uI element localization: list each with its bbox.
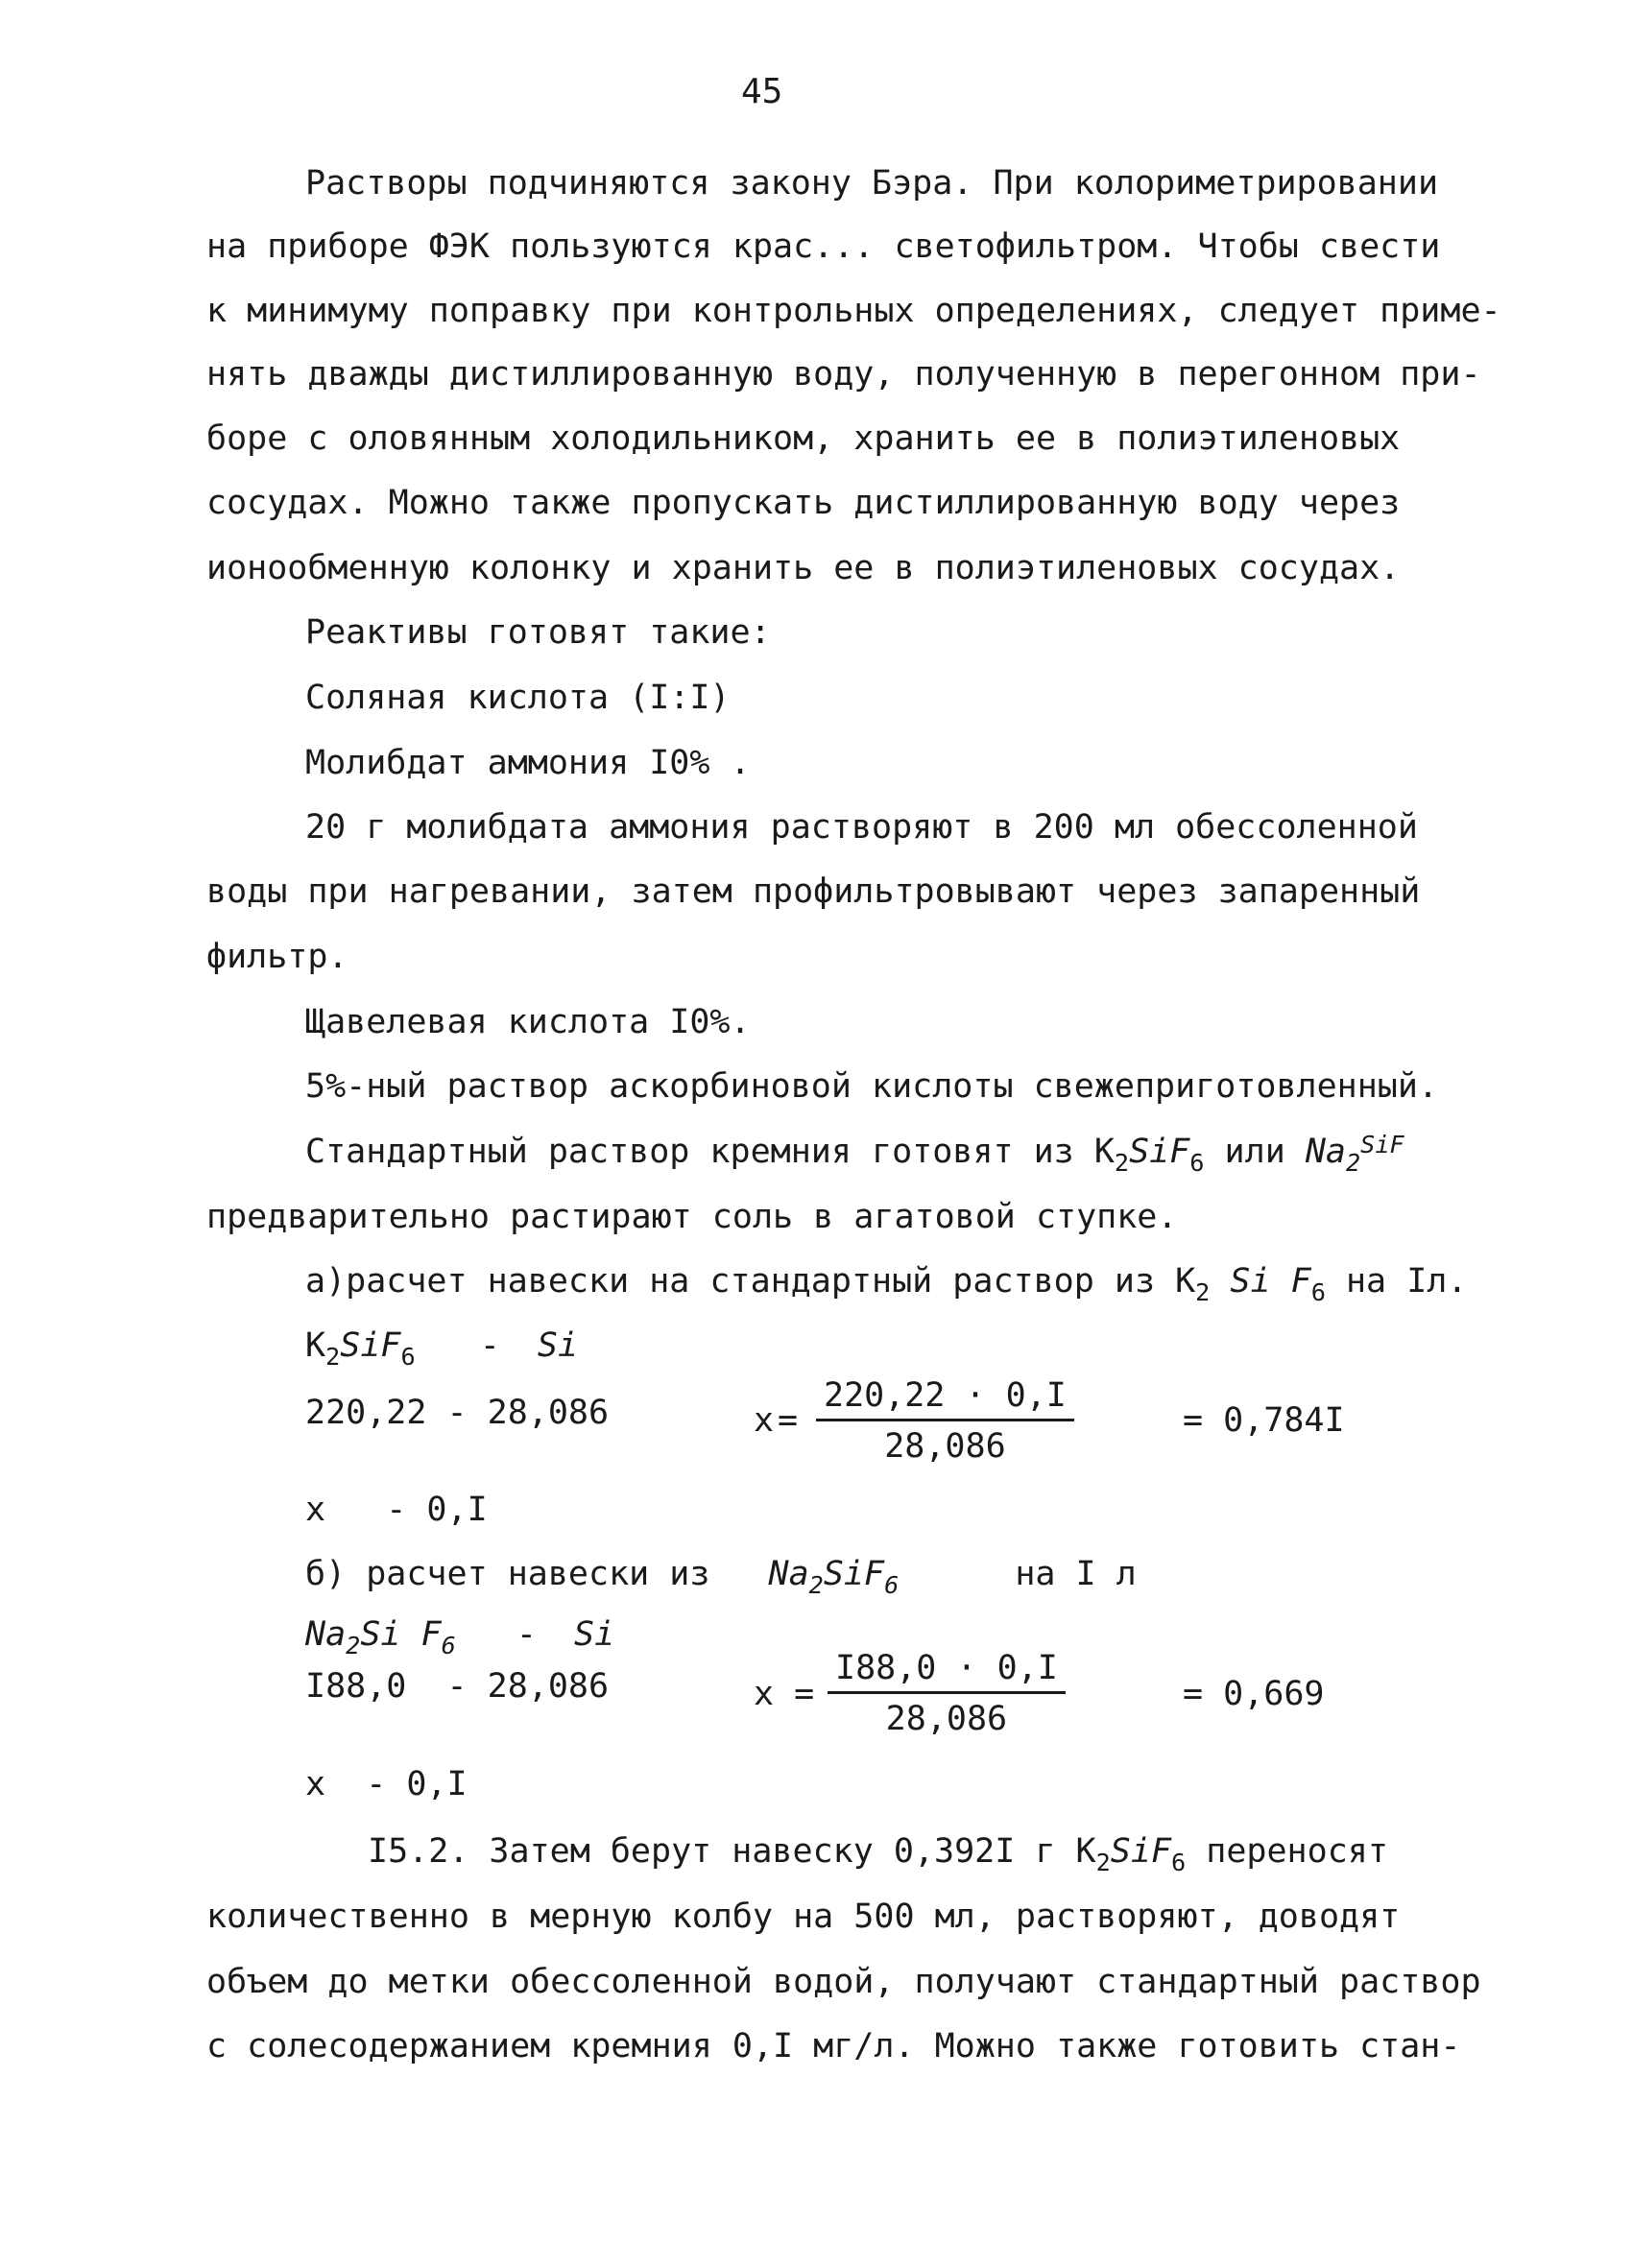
calc-a-text: а)расчет навески на стандартный раствор из [305,1262,1156,1301]
std-line-2: предварительно растирают соль в агатовой ступке. [206,1198,1178,1236]
calc-b-result: = 0,669 [1183,1675,1325,1713]
calc-b-na2sif6: $Na_2Si$ $F_6$ [305,1615,456,1659]
calc-b-formula: $Na_2SiF_6$ [768,1555,900,1599]
reagent-hcl: Соляная кислота (I:I) [305,679,731,717]
calc-b-numbers: I88,0 - 28,086 [305,1667,610,1706]
para3-tail: переносят [1206,1832,1388,1871]
para1-line-7: ионообменную колонку и хранить ее в полиэтиленовых сосудах. [206,549,1401,587]
calc-a-result: = 0,784I [1183,1401,1345,1440]
para3-formula: $K_2SiF_6$ [1075,1832,1187,1876]
calc-a-x-line: x - 0,I [305,1491,488,1529]
para3-line-2: количественно в мерную колбу на 500 мл, растворяют, доводят [206,1898,1401,1936]
calc-b-x-line: x - 0,I [305,1765,468,1803]
std-line-1-or: или [1224,1133,1285,1171]
calc-a-heading [305,1262,1468,1306]
formula-k2sif6: $K_2SiF_6$ [1093,1133,1205,1177]
calc-a-numbers: 220,22 - 28,086 [305,1394,610,1432]
calc-a-x: x [754,1401,775,1440]
para1-line-5: боре с оловянным холодильником, хранить ее в полиэтиленовых [206,419,1401,458]
para2-line-2: воды при нагревании, затем профильтровывают через запаренный [206,872,1421,911]
reagent-molybdate: Молибдат аммония I0% . [305,744,751,782]
para3-line-3: объем до метки обессоленной водой, получают стандартный раствор [206,1963,1481,2001]
para3-line-4: с солесодержанием кремния 0,I мг/л. Можно также готовить стан- [206,2027,1461,2065]
calc-a-ratio-header: $K_2SiF_6$ - Si [305,1326,579,1371]
para1-line-4: нять дважды дистиллированную воду, полученную в перегонном при- [206,355,1481,394]
para2-line-1: 20 г молибдата аммония растворяют в 200 мл обессоленной [305,808,1418,847]
calc-a-equals: = [778,1401,799,1440]
para3-line-1 [368,1832,1388,1876]
para1-line-3: к минимуму поправку при контрольных определениях, следует приме- [206,292,1501,330]
calc-a-tail: на Iл. [1345,1262,1468,1301]
calc-b-text: б) расчет навески из [305,1555,710,1593]
calc-a-fraction-numerator: 220,22 · 0,I [816,1376,1074,1421]
calc-b-fraction-denominator: 28,086 [885,1700,1008,1738]
para3-start: I5.2. Затем берут навеску 0,392I г [368,1832,1056,1871]
reagents-intro: Реактивы готовят такие: [305,613,771,652]
para1-line-6: сосудах. Можно также пропускать дистиллированную воду через [206,484,1401,522]
reagent-ascorbic: 5%-ный раствор аскорбиновой кислоты свежеприготовленный. [305,1067,1439,1106]
reagent-oxalic: Щавелевая кислота I0%. [305,1003,751,1041]
calc-a-fraction [816,1376,1074,1466]
para2-line-3: фильтр. [206,938,348,976]
page-number: 45 [741,72,783,111]
calc-a-k2sif6: $K_2SiF_6$ [305,1326,416,1371]
calc-a-formula: $K_2$ Si $F_6$ [1175,1262,1326,1306]
calc-b-tail: на I л [1015,1555,1137,1593]
calc-b-ratio-header: $Na_2Si$ $F_6$ - Si [305,1615,615,1659]
std-line-1 [305,1130,1404,1177]
calc-b-fraction-numerator: I88,0 · 0,I [828,1649,1066,1694]
calc-a-fraction-denominator: 28,086 [884,1427,1006,1466]
formula-na2sif6: $Na_2^{SiF}$ [1305,1130,1404,1177]
calc-b-heading [305,1555,1137,1599]
calc-b-fraction [828,1649,1066,1738]
std-line-1-text: Стандартный раствор кремния готовят из [305,1133,1074,1171]
para1-line-2: на приборе ФЭК пользуются крас... светофильтром. Чтобы свести [206,227,1441,266]
para1-line-1: Растворы подчиняются закону Бэра. При колориметрировании [305,164,1439,203]
calc-b-x: x = [754,1675,815,1713]
